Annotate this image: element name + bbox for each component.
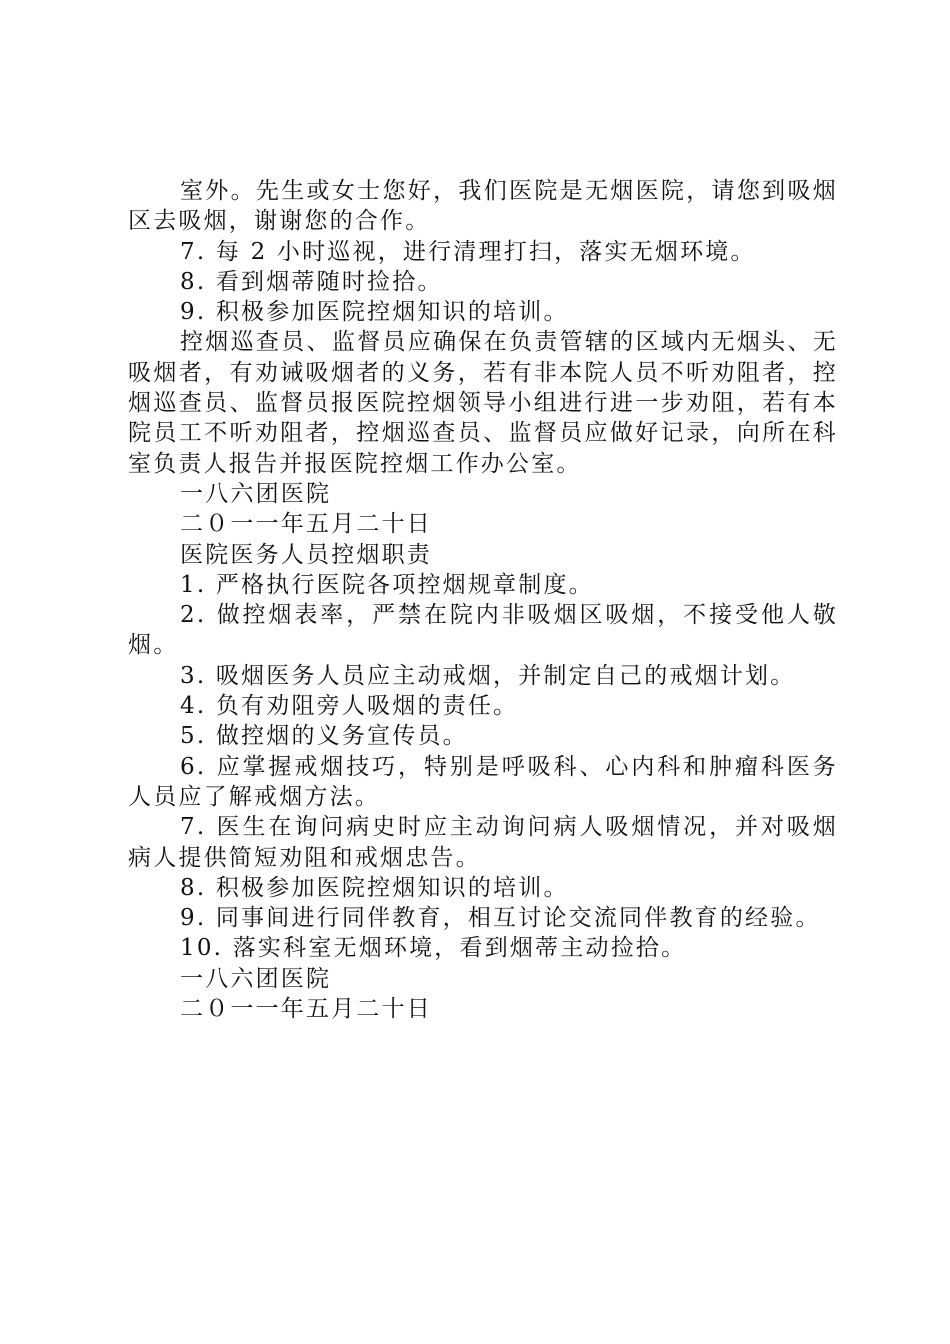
duty-item-4: 4. 负有劝阻旁人吸烟的责任。 (180, 693, 519, 720)
duty-item-6: 6. 应掌握戒烟技巧，特别是呼吸科、心内科和肿瘤科医务人员应了解戒烟方法。 (128, 753, 838, 810)
document-body (128, 176, 838, 1024)
section-title: 医院医务人员控烟职责 (180, 541, 432, 568)
duty-item-9: 9. 同事间进行同伴教育，相互讨论交流同伴教育的经验。 (180, 905, 821, 932)
duty-item-2: 2. 做控烟表率，严禁在院内非吸烟区吸烟，不接受他人敬烟。 (128, 602, 838, 659)
duty-item-10: 10. 落实科室无烟环境，看到烟蒂主动捡拾。 (180, 935, 687, 962)
paragraph-item-8: 8. 看到烟蒂随时捡拾。 (180, 268, 443, 295)
signature-date: 二０一一年五月二十日 (180, 511, 432, 538)
paragraph-inspector-duty: 控烟巡查员、监督员应确保在负责管辖的区域内无烟头、无吸烟者，有劝诫吸烟者的义务，若有非本院人员不听劝阻者，控烟巡查员、监督员报医院控烟领导小组进行进一步劝阻，若有本院员工不听劝阻者，控烟巡查员、监督员应做好记录，向所在科室负责人报告并报医院控烟工作办公室。 (128, 329, 838, 477)
paragraph-item-7: 7. 每 2 小时巡视，进行清理打扫，落实无烟环境。 (180, 238, 756, 265)
duty-item-8: 8. 积极参加医院控烟知识的培训。 (180, 874, 569, 901)
signature-date-2: 二０一一年五月二十日 (180, 996, 432, 1023)
signature-hospital: 一八六团医院 (180, 480, 332, 507)
signature-hospital-2: 一八六团医院 (180, 965, 332, 992)
duty-item-1: 1. 严格执行医院各项控烟规章制度。 (180, 571, 594, 598)
paragraph-continuation: 室外。先生或女士您好，我们医院是无烟医院，请您到吸烟区去吸烟，谢谢您的合作。 (128, 178, 838, 235)
duty-item-3: 3. 吸烟医务人员应主动戒烟，并制定自己的戒烟计划。 (180, 662, 796, 689)
duty-item-7: 7. 医生在询问病史时应主动询问病人吸烟情况，并对吸烟病人提供简短劝阻和戒烟忠告。 (128, 814, 838, 871)
paragraph-item-9: 9. 积极参加医院控烟知识的培训。 (180, 299, 569, 326)
duty-item-5: 5. 做控烟的义务宣传员。 (180, 723, 468, 750)
